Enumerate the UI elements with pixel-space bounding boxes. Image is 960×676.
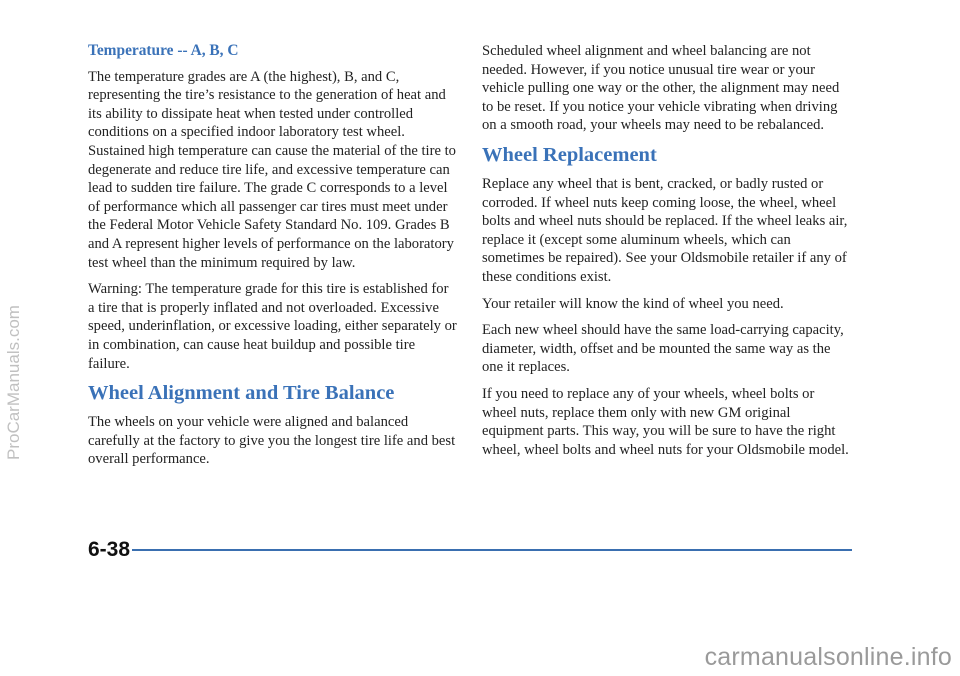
alignment-continued-paragraph: Scheduled wheel alignment and wheel balancing are not needed. However, if you notice unusual tire wear or your vehicle pulling one way or the other, the alignment may need to be reset. If you notice your vehicle vibrating when driving on a smooth road, your wheels may need to be rebalanced.	[482, 43, 840, 134]
left-column	[88, 42, 458, 477]
temperature-paragraph: The temperature grades are A (the highest), B, and C, representing the tire’s resistance to the generation of heat and its ability to dissipate heat when tested under controlled conditions on a specified indoor laboratory test wheel. Sustained high temperature can cause the material of the tire to degenerate and reduce tire life, and excessive temperature can lead to sudden tire failure. The grade C corresponds to a level of performance which all passenger car tires must meet under the Federal Motor Vehicle Safety Standard No. 109. Grades B and A represent higher levels of performance on the laboratory test wheel than the minimum required by law.	[88, 68, 456, 271]
right-column	[482, 42, 852, 467]
page-number: 6-38	[88, 538, 131, 561]
wheel-alignment-paragraph: The wheels on your vehicle were aligned and balanced carefully at the factory to give you the longest tire life and best overall performance.	[88, 414, 456, 468]
replacement-paragraph-2: Your retailer will know the kind of wheel you need.	[482, 295, 784, 312]
replacement-paragraph-1: Replace any wheel that is bent, cracked, or badly rusted or corroded. If wheel nuts keep coming loose, the wheel, wheel bolts and wheel nuts should be replaced. If the wheel leaks air, replace it (except some aluminum wheels, which can sometimes be repaired). See your Oldsmobile retailer if any of these conditions exist.	[482, 175, 848, 285]
replacement-paragraph-3: Each new wheel should have the same load-carrying capacity, diameter, width, offset and be mounted the same way as the one it replaces.	[482, 322, 844, 376]
temperature-warning-paragraph: Warning: The temperature grade for this tire is established for a tire that is properly inflated and not overloaded. Excessive speed, underinflation, or excessive loading, either separately or in combination, can cause heat buildup and possible tire failure.	[88, 281, 457, 372]
temperature-subheading: Temperature -- A, B, C	[88, 42, 239, 59]
wheel-replacement-heading: Wheel Replacement	[482, 143, 657, 166]
page-footer	[88, 537, 852, 567]
side-watermark: ProCarManuals.com	[4, 305, 23, 460]
wheel-alignment-heading: Wheel Alignment and Tire Balance	[88, 382, 395, 405]
replacement-paragraph-4: If you need to replace any of your wheels, wheel bolts or wheel nuts, replace them only with new GM original equipment parts. This way, you will be sure to have the right wheel, wheel bolts and wheel nuts for your Oldsmobile model.	[482, 385, 849, 458]
site-watermark: carmanualsonline.info	[704, 643, 952, 671]
footer-rule	[132, 549, 852, 551]
